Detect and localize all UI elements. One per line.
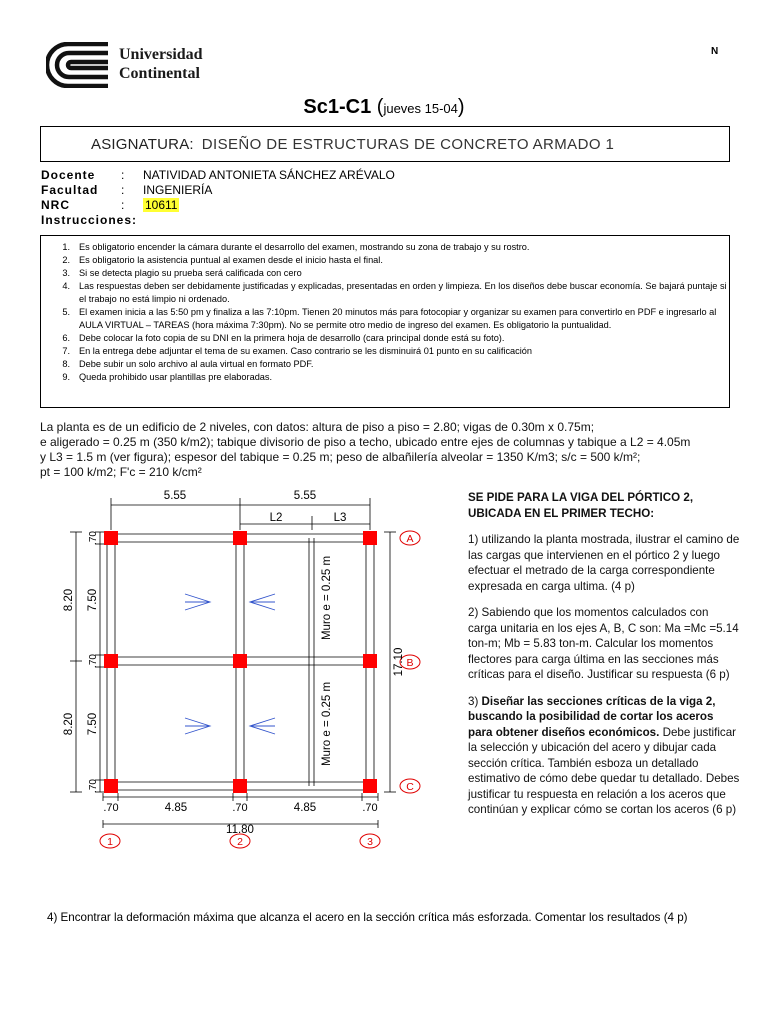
logo-line1: Universidad [119, 46, 203, 63]
logo-emblem-icon [46, 42, 112, 88]
column-b2 [233, 654, 247, 668]
subject-value: DISEÑO DE ESTRUCTURAS DE CONCRETO ARMADO 1 [201, 135, 615, 153]
column-c2 [233, 779, 247, 793]
corner-mark: N [711, 46, 719, 57]
instruction-item: 1. Es obligatorio encender la cámara durante el desarrollo del examen, mostrando su zona de trabajo y su rostro. [62, 242, 530, 252]
dim-left-70-c: .70 [88, 779, 99, 793]
dim-top-left: 5.55 [163, 490, 187, 502]
dim-top-right: 5.55 [293, 490, 317, 502]
dim-left-750-bottom: 7.50 [87, 712, 99, 736]
exam-code: Sc1-C1 [303, 96, 372, 118]
instructions-box [40, 235, 730, 408]
nrc-highlight: 10611 [145, 198, 178, 212]
column-a3 [363, 531, 377, 545]
dim-left-outer-top: 8.20 [63, 588, 75, 612]
dim-bottom-485-b: 4.85 [293, 802, 317, 814]
subject-box [40, 126, 730, 162]
dim-left-outer-bottom: 8.20 [63, 712, 75, 736]
dim-left-70-b: .70 [88, 654, 99, 668]
question-1: 1) utilizando la planta mostrada, ilustrar el camino de las cargas que intervienen en el pórtico 2 y luego efectuar el metrado de la carga correspondiente expresada en carga ultima. (4 p) [468, 533, 740, 593]
instruction-item: 8. Debe subir un solo archivo al aula virtual en formato PDF. [62, 359, 314, 369]
questions-heading: SE PIDE PARA LA VIGA DEL PÓRTICO 2, UBICADA EN EL PRIMER TECHO: [468, 491, 694, 520]
instruction-item: 5. El examen inicia a las 5:50 pm y finaliza a las 7:10pm. Tienen 20 minutos más para fotocopiar y organizar su examen para convertirlo en PDF e ingresarlo al AULA VIRTUAL – TAREAS (hora máxima 7:30pm). No se permite otro medio de ingreso del examen. Es obligatorio la puntualidad. [62, 307, 717, 330]
info-docente: Docente : NATIVIDAD ANTONIETA SÁNCHEZ ARÉVALO [41, 168, 395, 182]
question-2: 2) Sabiendo que los momentos calculados con carga unitaria en los ejes A, B, C son: Ma =Mc =5.14 ton-m; Mb = 5.83 ton-m. Calcular los momentos flectores para carga última en las secciones más críticas para el diseño. Justificar su respuesta (6 p) [468, 606, 739, 681]
instruction-item: 4. Las respuestas deben ser debidamente justificadas y explicadas, presentadas en orden y limpieza. En los diseños debe buscar economía. Se bajará puntaje si el trabajo no está limpio ni ordenado. [62, 281, 727, 304]
instruction-item: 3. Si se detecta plagio su prueba será calificada con cero [62, 268, 302, 278]
instruction-item: 2. Es obligatorio la asistencia puntual al examen desde el inicio hasta el final. [62, 255, 383, 265]
dim-left-70-a: .70 [88, 531, 99, 545]
columns [104, 531, 377, 793]
dim-bottom-70-a: .70 [103, 802, 119, 814]
dim-bottom-total: 11.80 [226, 824, 254, 836]
axis-a-label: A [406, 533, 414, 545]
questions-panel [468, 490, 740, 829]
column-b3 [363, 654, 377, 668]
axis-c-label: C [406, 781, 414, 793]
slab-direction-arrows [185, 594, 275, 734]
instruction-item: 6. Debe colocar la foto copia de su DNI en la primera hoja de desarrollo (cara principal donde está su foto). [62, 333, 505, 343]
axis-b-label: B [406, 657, 414, 669]
info-nrc: NRC : 10611 [41, 198, 178, 212]
column-b1 [104, 654, 118, 668]
exam-title: Sc1-C1 (jueves 15-04) [303, 96, 465, 118]
instruction-item: 7. En la entrega debe adjuntar el tema de su examen. Caso contrario se les disminuirá 01 punto en su calificación [62, 346, 533, 356]
floor-plan-drawing [40, 480, 440, 860]
axis-2-label: 2 [237, 836, 243, 848]
logo-name [119, 45, 203, 83]
column-c1 [104, 779, 118, 793]
instruction-item: 9. Queda prohibido usar plantillas pre elaboradas. [62, 372, 273, 382]
dim-l2: L2 [269, 512, 283, 524]
question-4: 4) Encontrar la deformación máxima que alcanza el acero en la sección crítica más esforzada. Comentar los resultados (4 p) [47, 911, 688, 924]
university-logo [46, 42, 112, 88]
question-3: 3) Diseñar las secciones críticas de la viga 2, buscando la posibilidad de cortar los aceros para obtener diseños económicos. Debe justificar la selección y ubicación del acero y dibujar cada sección crítica. También esboza un detallado estimativo de cómo debe quedar tu detallado. Debes justificar tu respuesta en relación a los aceros que continúan y explicar cómo se cortan los aceros (6 p) [468, 694, 740, 816]
course-info [41, 168, 395, 228]
dim-bottom-485-a: 4.85 [164, 802, 188, 814]
problem-statement: La planta es de un edificio de 2 niveles, con datos: altura de piso a piso = 2.80; vigas de 0.30m x 0.75m; e aligerado = 0.25 m (350 k/m2); tabique divisorio de piso a techo, ubicado entre ejes de columnas y tabique a L2 = 4.05m y L3 = 1.5 m (ver figura); espesor del tabique = 0.25 m; peso de albañilería alveolar = 1350 K/m3; s/c = 500 k/m²; pt = 100 k/m2; F'c = 210 k/cm² [40, 420, 691, 479]
column-a1 [104, 531, 118, 545]
dim-bottom-70-b: .70 [232, 802, 248, 814]
column-a2 [233, 531, 247, 545]
wall-label-top: Muro e = 0.25 m [321, 555, 333, 641]
exam-date: jueves 15-04 [383, 101, 458, 116]
instructions-list [41, 241, 729, 384]
axis-1-label: 1 [107, 836, 113, 848]
dim-left-750-top: 7.50 [87, 588, 99, 612]
instructions-label: Instrucciones: [41, 213, 138, 227]
dim-bottom-70-c: .70 [362, 802, 378, 814]
subject-label: ASIGNATURA: [91, 135, 194, 153]
dim-l3: L3 [333, 512, 347, 524]
column-c3 [363, 779, 377, 793]
wall-label-bottom: Muro e = 0.25 m [321, 681, 333, 767]
dim-right-total: 17.10 [393, 647, 405, 677]
logo-line2: Continental [119, 65, 200, 82]
axis-3-label: 3 [367, 836, 373, 848]
info-facultad: Facultad : INGENIERÍA [41, 183, 213, 197]
